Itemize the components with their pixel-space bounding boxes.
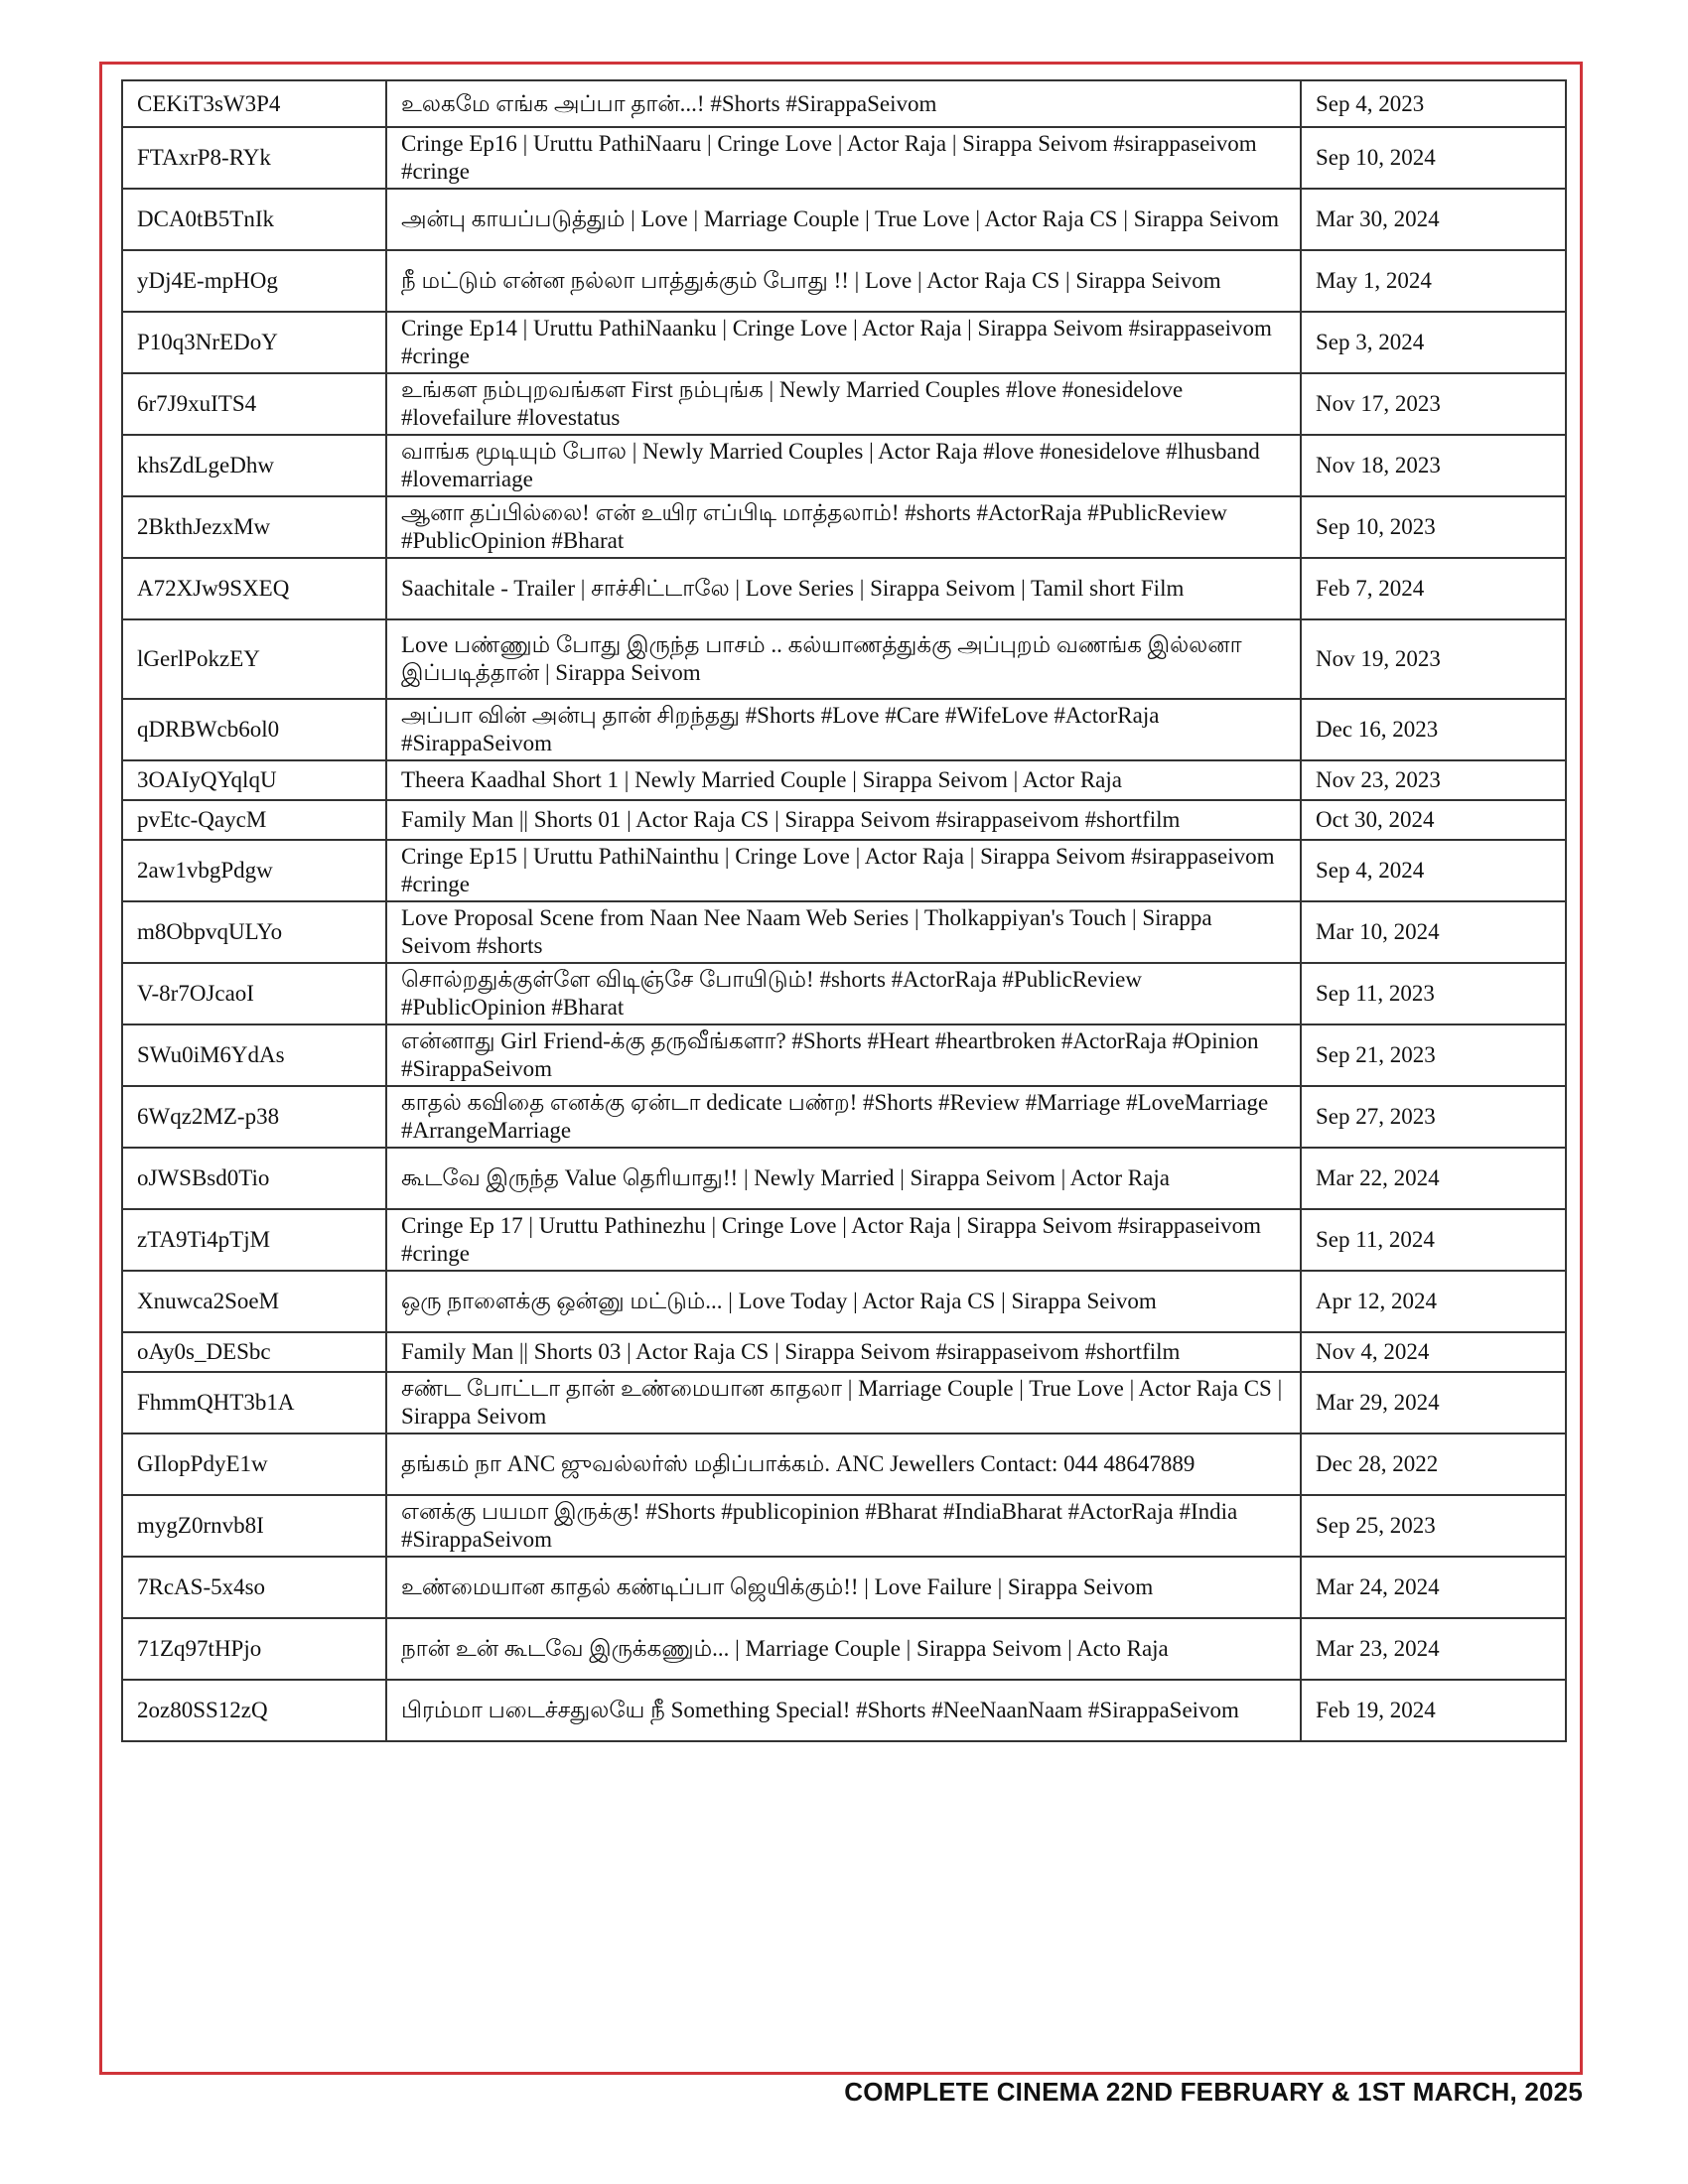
video-id-cell: P10q3NrEDoY xyxy=(122,312,386,373)
publish-date-cell: Sep 3, 2024 xyxy=(1301,312,1566,373)
video-title-cell: உங்கள நம்புறவங்கள First நம்புங்க | Newly Married Couples #love #onesidelove #lovefailure #lovestatus xyxy=(386,373,1301,435)
video-title-cell: நான் உன் கூடவே இருக்கணும்... | Marriage Couple | Sirappa Seivom | Acto Raja xyxy=(386,1618,1301,1680)
table-row xyxy=(122,1086,1566,1148)
table-row xyxy=(122,1271,1566,1332)
publish-date-cell: Nov 23, 2023 xyxy=(1301,760,1566,800)
publish-date-cell: Mar 30, 2024 xyxy=(1301,189,1566,250)
video-title-cell: வாங்க மூடியும் போல | Newly Married Couples | Actor Raja #love #onesidelove #lhusband #lovemarriage xyxy=(386,435,1301,496)
table-row xyxy=(122,760,1566,800)
publish-date-cell: Dec 16, 2023 xyxy=(1301,699,1566,760)
publish-date-cell: Mar 22, 2024 xyxy=(1301,1148,1566,1209)
publish-date-cell: Sep 11, 2024 xyxy=(1301,1209,1566,1271)
video-id-cell: SWu0iM6YdAs xyxy=(122,1024,386,1086)
publish-date-cell: Mar 29, 2024 xyxy=(1301,1372,1566,1433)
publish-date-cell: Sep 27, 2023 xyxy=(1301,1086,1566,1148)
video-id-cell: FhmmQHT3b1A xyxy=(122,1372,386,1433)
publish-date-cell: May 1, 2024 xyxy=(1301,250,1566,312)
video-id-cell: Xnuwca2SoeM xyxy=(122,1271,386,1332)
footer-text: COMPLETE CINEMA 22ND FEBRUARY & 1ST MARCH, 2025 xyxy=(844,2077,1583,2107)
table-row xyxy=(122,619,1566,699)
table-row xyxy=(122,1680,1566,1741)
table-row xyxy=(122,1148,1566,1209)
video-title-cell: Cringe Ep16 | Uruttu PathiNaaru | Cringe Love | Actor Raja | Sirappa Seivom #sirappaseivom #cringe xyxy=(386,127,1301,189)
video-id-cell: DCA0tB5TnIk xyxy=(122,189,386,250)
video-id-cell: zTA9Ti4pTjM xyxy=(122,1209,386,1271)
video-title-cell: கூடவே இருந்த Value தெரியாது!! | Newly Married | Sirappa Seivom | Actor Raja xyxy=(386,1148,1301,1209)
publish-date-cell: Feb 7, 2024 xyxy=(1301,558,1566,619)
publish-date-cell: Nov 18, 2023 xyxy=(1301,435,1566,496)
publish-date-cell: Sep 4, 2024 xyxy=(1301,840,1566,901)
publish-date-cell: Feb 19, 2024 xyxy=(1301,1680,1566,1741)
publish-date-cell: Sep 11, 2023 xyxy=(1301,963,1566,1024)
video-id-cell: 71Zq97tHPjo xyxy=(122,1618,386,1680)
table-row xyxy=(122,1495,1566,1557)
table-row xyxy=(122,1372,1566,1433)
video-id-cell: 2oz80SS12zQ xyxy=(122,1680,386,1741)
video-table-body xyxy=(122,80,1566,1741)
video-title-cell: அப்பா வின் அன்பு தான் சிறந்தது #Shorts #Love #Care #WifeLove #ActorRaja #SirappaSeivom xyxy=(386,699,1301,760)
table-row xyxy=(122,250,1566,312)
table-row xyxy=(122,496,1566,558)
publish-date-cell: Nov 4, 2024 xyxy=(1301,1332,1566,1372)
table-row xyxy=(122,1618,1566,1680)
video-id-cell: mygZ0rnvb8I xyxy=(122,1495,386,1557)
video-title-cell: Love பண்ணும் போது இருந்த பாசம் .. கல்யாணத்துக்கு அப்புறம் வணங்க இல்லனா இப்படித்தான் | Sirappa Seivom xyxy=(386,619,1301,699)
publish-date-cell: Nov 17, 2023 xyxy=(1301,373,1566,435)
video-title-cell: காதல் கவிதை எனக்கு ஏன்டா dedicate பண்ற! #Shorts #Review #Marriage #LoveMarriage #ArrangeMarriage xyxy=(386,1086,1301,1148)
table-row xyxy=(122,1024,1566,1086)
video-title-cell: எனக்கு பயமா இருக்கு! #Shorts #publicopinion #Bharat #IndiaBharat #ActorRaja #India #SirappaSeivom xyxy=(386,1495,1301,1557)
video-title-cell: நீ மட்டும் என்ன நல்லா பாத்துக்கும் போது !! | Love | Actor Raja CS | Sirappa Seivom xyxy=(386,250,1301,312)
video-id-cell: 6r7J9xuITS4 xyxy=(122,373,386,435)
video-id-cell: 6Wqz2MZ-p38 xyxy=(122,1086,386,1148)
table-row xyxy=(122,1557,1566,1618)
table-row xyxy=(122,800,1566,840)
table-row xyxy=(122,699,1566,760)
publish-date-cell: Sep 4, 2023 xyxy=(1301,80,1566,127)
table-row xyxy=(122,840,1566,901)
video-id-cell: 2BkthJezxMw xyxy=(122,496,386,558)
video-id-cell: 3OAIyQYqlqU xyxy=(122,760,386,800)
video-title-cell: Cringe Ep 17 | Uruttu Pathinezhu | Cringe Love | Actor Raja | Sirappa Seivom #sirappaseivom #cringe xyxy=(386,1209,1301,1271)
video-title-cell: Family Man || Shorts 03 | Actor Raja CS | Sirappa Seivom #sirappaseivom #shortfilm xyxy=(386,1332,1301,1372)
publish-date-cell: Mar 24, 2024 xyxy=(1301,1557,1566,1618)
video-id-cell: 7RcAS-5x4so xyxy=(122,1557,386,1618)
video-title-cell: தங்கம் நா ANC ஜுவல்லர்ஸ் மதிப்பாக்கம். ANC Jewellers Contact: 044 48647889 xyxy=(386,1433,1301,1495)
video-title-cell: Theera Kaadhal Short 1 | Newly Married Couple | Sirappa Seivom | Actor Raja xyxy=(386,760,1301,800)
table-row xyxy=(122,189,1566,250)
video-id-cell: yDj4E-mpHOg xyxy=(122,250,386,312)
video-id-cell: oAy0s_DESbc xyxy=(122,1332,386,1372)
video-title-cell: பிரம்மா படைச்சதுலயே நீ Something Special! #Shorts #NeeNaanNaam #SirappaSeivom xyxy=(386,1680,1301,1741)
table-row xyxy=(122,312,1566,373)
video-title-cell: Family Man || Shorts 01 | Actor Raja CS | Sirappa Seivom #sirappaseivom #shortfilm xyxy=(386,800,1301,840)
video-id-cell: qDRBWcb6ol0 xyxy=(122,699,386,760)
video-id-cell: FTAxrP8-RYk xyxy=(122,127,386,189)
publish-date-cell: Dec 28, 2022 xyxy=(1301,1433,1566,1495)
video-id-cell: pvEtc-QaycM xyxy=(122,800,386,840)
video-title-cell: அன்பு காயப்படுத்தும் | Love | Marriage Couple | True Love | Actor Raja CS | Sirappa Seivom xyxy=(386,189,1301,250)
video-title-cell: Cringe Ep15 | Uruttu PathiNainthu | Cringe Love | Actor Raja | Sirappa Seivom #sirappaseivom #cringe xyxy=(386,840,1301,901)
video-title-cell: சண்ட போட்டா தான் உண்மையான காதலா | Marriage Couple | True Love | Actor Raja CS | Sirappa Seivom xyxy=(386,1372,1301,1433)
publish-date-cell: Nov 19, 2023 xyxy=(1301,619,1566,699)
video-title-cell: சொல்றதுக்குள்ளே விடிஞ்சே போயிடும்! #shorts #ActorRaja #PublicReview #PublicOpinion #Bharat xyxy=(386,963,1301,1024)
table-row xyxy=(122,963,1566,1024)
video-id-cell: lGerlPokzEY xyxy=(122,619,386,699)
video-title-cell: ஆனா தப்பில்லை! என் உயிர எப்பிடி மாத்தலாம்! #shorts #ActorRaja #PublicReview #PublicOpinion #Bharat xyxy=(386,496,1301,558)
table-row xyxy=(122,435,1566,496)
video-id-cell: V-8r7OJcaoI xyxy=(122,963,386,1024)
table-row xyxy=(122,1332,1566,1372)
publish-date-cell: Apr 12, 2024 xyxy=(1301,1271,1566,1332)
table-row xyxy=(122,80,1566,127)
video-id-cell: GIlopPdyE1w xyxy=(122,1433,386,1495)
table-row xyxy=(122,127,1566,189)
publish-date-cell: Mar 23, 2024 xyxy=(1301,1618,1566,1680)
video-table xyxy=(121,79,1567,1742)
publish-date-cell: Sep 21, 2023 xyxy=(1301,1024,1566,1086)
publish-date-cell: Sep 10, 2023 xyxy=(1301,496,1566,558)
publish-date-cell: Sep 10, 2024 xyxy=(1301,127,1566,189)
video-title-cell: உலகமே எங்க அப்பா தான்...! #Shorts #SirappaSeivom xyxy=(386,80,1301,127)
video-id-cell: m8ObpvqULYo xyxy=(122,901,386,963)
video-title-cell: என்னாது Girl Friend-க்கு தருவீங்களா? #Shorts #Heart #heartbroken #ActorRaja #Opinion #SirappaSeivom xyxy=(386,1024,1301,1086)
video-id-cell: 2aw1vbgPdgw xyxy=(122,840,386,901)
video-title-cell: Cringe Ep14 | Uruttu PathiNaanku | Cringe Love | Actor Raja | Sirappa Seivom #sirappaseivom #cringe xyxy=(386,312,1301,373)
table-row xyxy=(122,1433,1566,1495)
video-id-cell: oJWSBsd0Tio xyxy=(122,1148,386,1209)
publish-date-cell: Sep 25, 2023 xyxy=(1301,1495,1566,1557)
table-row xyxy=(122,1209,1566,1271)
table-row xyxy=(122,558,1566,619)
video-title-cell: Love Proposal Scene from Naan Nee Naam Web Series | Tholkappiyan's Touch | Sirappa Seivom #shorts xyxy=(386,901,1301,963)
video-title-cell: ஒரு நாளைக்கு ஒன்னு மட்டும்... | Love Today | Actor Raja CS | Sirappa Seivom xyxy=(386,1271,1301,1332)
video-title-cell: உண்மையான காதல் கண்டிப்பா ஜெயிக்கும்!! | Love Failure | Sirappa Seivom xyxy=(386,1557,1301,1618)
table-row xyxy=(122,901,1566,963)
video-title-cell: Saachitale - Trailer | சாச்சிட்டாலே | Love Series | Sirappa Seivom | Tamil short Film xyxy=(386,558,1301,619)
video-id-cell: A72XJw9SXEQ xyxy=(122,558,386,619)
table-row xyxy=(122,373,1566,435)
publish-date-cell: Mar 10, 2024 xyxy=(1301,901,1566,963)
publish-date-cell: Oct 30, 2024 xyxy=(1301,800,1566,840)
video-id-cell: CEKiT3sW3P4 xyxy=(122,80,386,127)
video-id-cell: khsZdLgeDhw xyxy=(122,435,386,496)
